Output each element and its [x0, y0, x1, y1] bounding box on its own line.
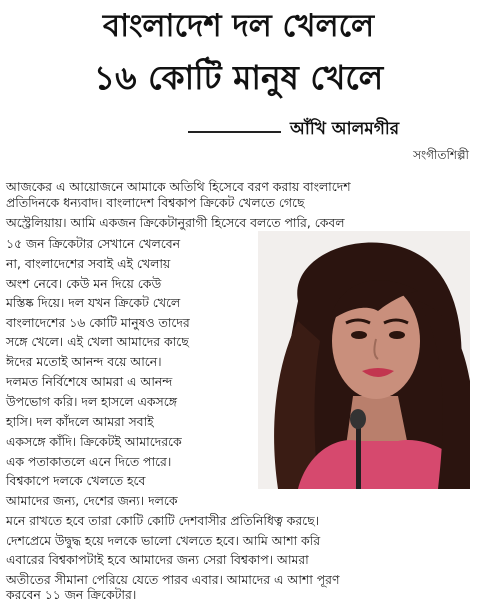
headline-line-2: ১৬ কোটি মানুষ খেলে — [93, 58, 384, 97]
body-line: ১৫ জন ক্রিকেটার সেখানে খেলবেন — [6, 236, 181, 251]
body-line: দেশপ্রেমে উদ্বুদ্ধ হয়ে দলকে ভালো খেলতে হবে। আমি আশা করি — [6, 533, 321, 548]
body-line: প্রতিদিনকে ধন্যবাদ। বাংলাদেশ বিশ্বকাপ ক্রিকেট খেলতে গেছে — [6, 195, 305, 210]
body-line: ঈদের মতোই আনন্দ বয়ে আনে। — [6, 354, 162, 369]
body-line: না, বাংলাদেশের সবাই এই খেলায় — [6, 256, 171, 271]
portrait-illustration — [258, 231, 470, 489]
body-line: এবারের বিশ্বকাপটাই হবে আমাদের জন্য সেরা বিশ্বকাপ। আমরা — [6, 552, 309, 567]
body-line: আজকের এ আয়োজনে আমাকে অতিথি হিসেবে বরণ করায় বাংলাদেশ — [6, 179, 351, 194]
portrait-photo — [258, 231, 470, 489]
body-line: মনে রাখতে হবে তারা কোটি কোটি দেশবাসীর প্রতিনিধিত্ব করছে। — [6, 513, 320, 528]
body-line: করবেন ১১ জন ক্রিকেটার। — [6, 587, 137, 602]
body-line: আমাদের জন্য, দেশের জন্য। দলকে — [6, 493, 178, 508]
body-line: হাসি। দল কাঁদলে আমরা সবাই — [6, 414, 154, 429]
body-line: বাংলাদেশের ১৬ কোটি মানুষও তাদের — [6, 315, 190, 330]
body-line: এক পতাকাতলে এনে দিতে পারে। — [6, 454, 172, 469]
byline-rule — [188, 131, 281, 133]
headline-line-1: বাংলাদেশ দল খেললে — [102, 8, 375, 44]
author-name: আঁখি আলমগীর — [290, 119, 400, 139]
body-line: অস্ট্রেলিয়ায়। আমি একজন ক্রিকেটানুরাগী হিসেবে বলতে পারি, কেবল — [6, 215, 345, 230]
body-line: অংশ নেবে। কেউ মন দিয়ে কেউ — [6, 276, 162, 291]
body-line: দলমত নির্বিশেষে আমরা এ আনন্দ — [6, 374, 173, 389]
body-line: মস্তিষ্ক দিয়ে। দল যখন ক্রিকেট খেলে — [6, 295, 181, 310]
body-line: অতীতের সীমানা পেরিয়ে যেতে পারব এবার। আমাদের এ আশা পূরণ — [6, 572, 340, 587]
body-line: বিশ্বকাপে দলকে খেলতে হবে — [6, 473, 146, 488]
body-line: উপভোগ করি। দল হাসলে একসঙ্গে — [6, 394, 177, 409]
author-role: সংগীতশিল্পী — [413, 148, 469, 162]
body-line: সঙ্গে খেলে। এই খেলা আমাদের কাছে — [6, 334, 189, 349]
body-line: একসঙ্গে কাঁদি। ক্রিকেটই আমাদেরকে — [6, 434, 182, 449]
